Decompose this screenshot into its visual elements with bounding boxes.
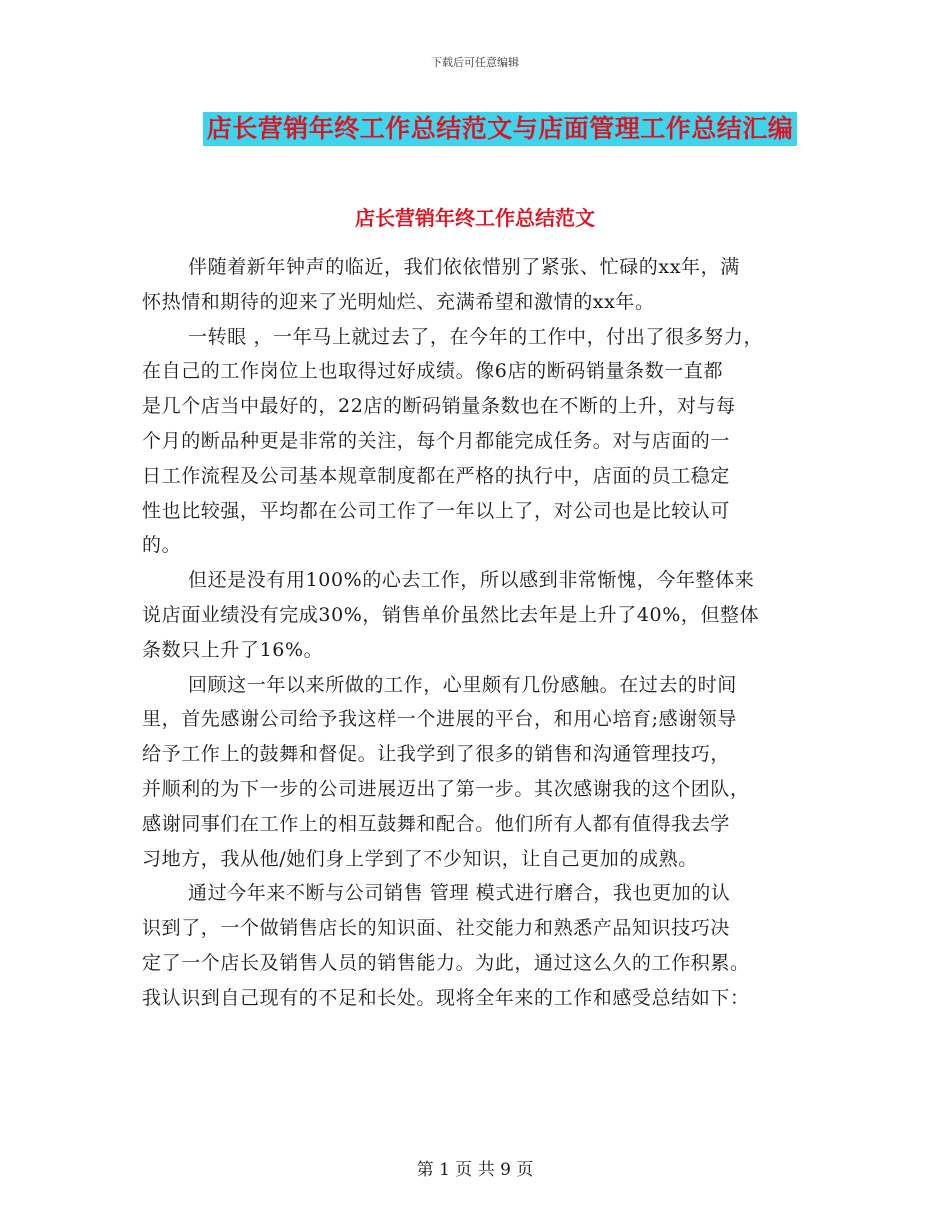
paragraph-line: 说店面业绩没有完成30%，销售单价虽然比去年是上升了40%，但整体: [142, 603, 760, 626]
paragraph-line: 感谢同事们在工作上的相互鼓舞和配合。他们所有人都有值得我去学: [142, 812, 731, 835]
paragraph-line: 我认识到自己现有的不足和长处。现将全年来的工作和感受总结如下：: [142, 986, 750, 1009]
paragraph-line: 条数只上升了16%。: [142, 638, 324, 661]
paragraph-line: 日工作流程及公司基本规章制度都在严格的执行中，店面的员工稳定: [142, 464, 731, 487]
paragraph-line: 的。: [142, 534, 182, 557]
paragraph-line: 通过今年来不断与公司销售 管理 模式进行磨合，我也更加的认: [188, 882, 731, 905]
paragraph-line: 一转眼 ，一年马上就过去了，在今年的工作中，付出了很多努力，: [188, 325, 764, 348]
main-title-container: [0, 112, 950, 146]
paragraph-line: 在自己的工作岗位上也取得过好成绩。像6店的断码销量条数一直都: [142, 360, 724, 383]
header-note: 下载后可任意编辑: [431, 56, 519, 69]
paragraph-line: 并顺利的为下一步的公司进展迈出了第一步。其次感谢我的这个团队，: [142, 777, 750, 800]
paragraph-line: 性也比较强，平均都在公司工作了一年以上了，对公司也是比较认可: [142, 499, 731, 522]
paragraph-line: 里，首先感谢公司给予我这样一个进展的平台，和用心培育;感谢领导: [142, 708, 738, 731]
main-title: 店长营销年终工作总结范文与店面管理工作总结汇编: [203, 112, 798, 146]
section-title: 店长营销年终工作总结范文: [355, 206, 595, 230]
paragraph-line: 怀热情和期待的迎来了光明灿烂、充满希望和激情的xx年。: [142, 290, 655, 313]
paragraph-line: 识到了，一个做销售店长的知识面、社交能力和熟悉产品知识技巧决: [142, 917, 731, 940]
paragraph-line: 是几个店当中最好的，22店的断码销量条数也在不断的上升，对与每: [142, 395, 736, 418]
paragraph-line: 伴随着新年钟声的临近，我们依依惜别了紧张、忙碌的xx年，满: [188, 256, 740, 278]
page-number-footer: 第 1 页 共 9 页: [416, 1160, 534, 1180]
body-text: [142, 250, 812, 1016]
paragraph-line: 定了一个店长及销售人员的销售能力。为此，通过这么久的工作积累。: [142, 951, 750, 974]
paragraph-line: 个月的断品种更是非常的关注，每个月都能完成任务。对与店面的一: [142, 429, 731, 452]
paragraph-line: 但还是没有用100%的心去工作，所以感到非常惭愧，今年整体来: [188, 569, 755, 592]
paragraph-line: 习地方，我从他/她们身上学到了不少知识，让自己更加的成熟。: [142, 847, 698, 870]
paragraph-line: 给予工作上的鼓舞和督促。让我学到了很多的销售和沟通管理技巧，: [142, 743, 731, 766]
paragraph-line: 回顾这一年以来所做的工作，心里颇有几份感触。在过去的时间: [188, 673, 737, 696]
